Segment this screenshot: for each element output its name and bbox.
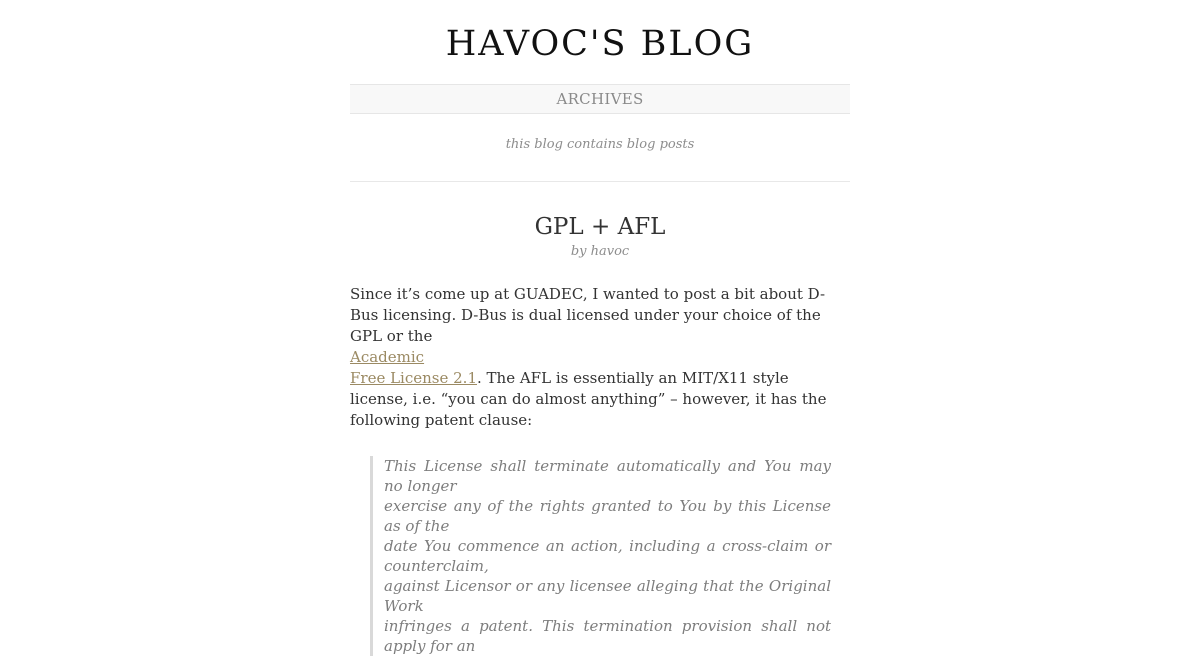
paragraph-text-start: Since it’s come up at GUADEC, I wanted to post a bit about D-Bus licensing. D-Bus is dual licensed under your choice of the GPL or the bbox=[350, 285, 826, 345]
post-byline: by havoc bbox=[570, 244, 630, 259]
post-body bbox=[350, 284, 850, 656]
nav-bar bbox=[350, 84, 850, 114]
quote-line: This License shall terminate automatically and You may no longer bbox=[384, 457, 831, 495]
quote-line: against Licensor or any licensee alleging that the Original Work bbox=[384, 577, 831, 615]
quote-line: infringes a patent. This termination provision shall not apply for an bbox=[384, 617, 831, 655]
post-paragraph bbox=[350, 284, 850, 431]
quote-line: exercise any of the rights granted to You by this License as of the bbox=[384, 497, 831, 535]
divider bbox=[350, 181, 850, 182]
afl-link-part-1[interactable]: Academic bbox=[350, 348, 425, 366]
license-quote bbox=[370, 456, 850, 656]
post-title[interactable]: GPL + AFL bbox=[534, 214, 666, 240]
site-title[interactable]: HAVOC'S BLOG bbox=[445, 24, 755, 64]
page bbox=[350, 0, 850, 656]
afl-link-part-2[interactable]: Free License 2.1 bbox=[350, 369, 477, 387]
site-tagline: this blog contains blog posts bbox=[505, 137, 695, 152]
quote-line: date You commence an action, including a cross-claim or counterclaim, bbox=[384, 537, 831, 575]
paragraph-text-end: . The AFL is essentially an MIT/X11 style license, i.e. “you can do almost anything” – however, it has the following patent clause: bbox=[350, 369, 827, 429]
nav-archives-link[interactable]: ARCHIVES bbox=[556, 90, 644, 108]
